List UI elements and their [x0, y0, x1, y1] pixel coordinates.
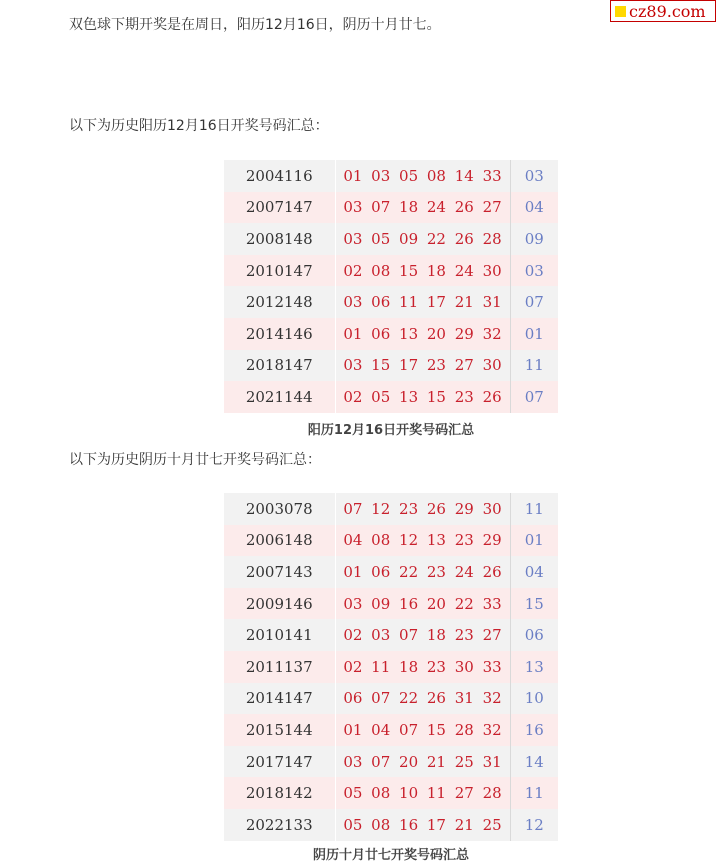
table-row [224, 683, 558, 715]
issue-number-cell: 2010141 [224, 619, 335, 651]
blue-ball-cell: 12 [510, 809, 558, 841]
issue-number-cell: 2014146 [224, 318, 335, 350]
red-balls-cell: 01 06 13 20 29 32 [335, 318, 510, 350]
table-row [224, 588, 558, 620]
issue-number-cell: 2006148 [224, 525, 335, 557]
section1-caption: 阳历12月16日开奖号码汇总 [307, 423, 475, 438]
issue-number-cell: 2009146 [224, 588, 335, 620]
issue-number-cell: 2021144 [224, 381, 335, 413]
table-row [224, 746, 558, 778]
table-row [224, 714, 558, 746]
section2-table-body [224, 493, 558, 841]
blue-ball-cell: 11 [510, 493, 558, 525]
red-balls-cell: 03 09 16 20 22 33 [335, 588, 510, 620]
table-row [224, 525, 558, 557]
blue-ball-cell: 01 [510, 525, 558, 557]
red-balls-cell: 03 05 09 22 26 28 [335, 223, 510, 255]
blue-ball-cell: 15 [510, 588, 558, 620]
red-balls-cell: 07 12 23 26 29 30 [335, 493, 510, 525]
table-row [224, 318, 558, 350]
blue-ball-cell: 07 [510, 381, 558, 413]
blue-ball-cell: 16 [510, 714, 558, 746]
table-row [224, 350, 558, 382]
blue-ball-cell: 01 [510, 318, 558, 350]
table-row [224, 192, 558, 224]
red-balls-cell: 03 07 20 21 25 31 [335, 746, 510, 778]
issue-number-cell: 2018142 [224, 777, 335, 809]
red-balls-cell: 03 06 11 17 21 31 [335, 286, 510, 318]
red-balls-cell: 06 07 22 26 31 32 [335, 683, 510, 715]
table-row [224, 493, 558, 525]
red-balls-cell: 05 08 16 17 21 25 [335, 809, 510, 841]
blue-ball-cell: 04 [510, 556, 558, 588]
section2-caption: 阴历十月廿七开奖号码汇总 [312, 848, 469, 863]
blue-ball-cell: 13 [510, 651, 558, 683]
blue-ball-cell: 03 [510, 160, 558, 192]
issue-number-cell: 2003078 [224, 493, 335, 525]
red-balls-cell: 02 11 18 23 30 33 [335, 651, 510, 683]
table-row [224, 777, 558, 809]
logo-square-icon [615, 6, 626, 17]
red-balls-cell: 05 08 10 11 27 28 [335, 777, 510, 809]
red-balls-cell: 01 06 22 23 24 26 [335, 556, 510, 588]
issue-number-cell: 2014147 [224, 683, 335, 715]
issue-number-cell: 2007147 [224, 192, 335, 224]
blue-ball-cell: 11 [510, 777, 558, 809]
red-balls-cell: 01 04 07 15 28 32 [335, 714, 510, 746]
watermark-logo [610, 0, 716, 22]
blue-ball-cell: 06 [510, 619, 558, 651]
section1-heading: 以下为历史阳历12月16日开奖号码汇总： [69, 118, 329, 134]
blue-ball-cell: 09 [510, 223, 558, 255]
red-balls-cell: 03 07 18 24 26 27 [335, 192, 510, 224]
blue-ball-cell: 03 [510, 255, 558, 287]
table-row [224, 255, 558, 287]
issue-number-cell: 2010147 [224, 255, 335, 287]
table-row [224, 286, 558, 318]
issue-number-cell: 2011137 [224, 651, 335, 683]
issue-number-cell: 2004116 [224, 160, 335, 192]
issue-number-cell: 2022133 [224, 809, 335, 841]
blue-ball-cell: 04 [510, 192, 558, 224]
red-balls-cell: 02 08 15 18 24 30 [335, 255, 510, 287]
issue-number-cell: 2015144 [224, 714, 335, 746]
watermark-text: cz89.com [629, 1, 706, 21]
section1-results-table [224, 160, 558, 413]
blue-ball-cell: 10 [510, 683, 558, 715]
intro-text: 双色球下期开奖是在周日，阳历12月16日，阴历十月廿七。 [69, 17, 441, 33]
blue-ball-cell: 14 [510, 746, 558, 778]
red-balls-cell: 02 03 07 18 23 27 [335, 619, 510, 651]
issue-number-cell: 2012148 [224, 286, 335, 318]
table-row [224, 160, 558, 192]
table-row [224, 651, 558, 683]
table-row [224, 619, 558, 651]
blue-ball-cell: 11 [510, 350, 558, 382]
section2-results-table [224, 493, 558, 841]
section1-table-body [224, 160, 558, 413]
issue-number-cell: 2018147 [224, 350, 335, 382]
section2-heading: 以下为历史阴历十月廿七开奖号码汇总： [69, 452, 321, 468]
table-row [224, 223, 558, 255]
red-balls-cell: 03 15 17 23 27 30 [335, 350, 510, 382]
table-row [224, 556, 558, 588]
issue-number-cell: 2007143 [224, 556, 335, 588]
red-balls-cell: 02 05 13 15 23 26 [335, 381, 510, 413]
table-row [224, 809, 558, 841]
red-balls-cell: 04 08 12 13 23 29 [335, 525, 510, 557]
table-row [224, 381, 558, 413]
issue-number-cell: 2008148 [224, 223, 335, 255]
issue-number-cell: 2017147 [224, 746, 335, 778]
red-balls-cell: 01 03 05 08 14 33 [335, 160, 510, 192]
blue-ball-cell: 07 [510, 286, 558, 318]
